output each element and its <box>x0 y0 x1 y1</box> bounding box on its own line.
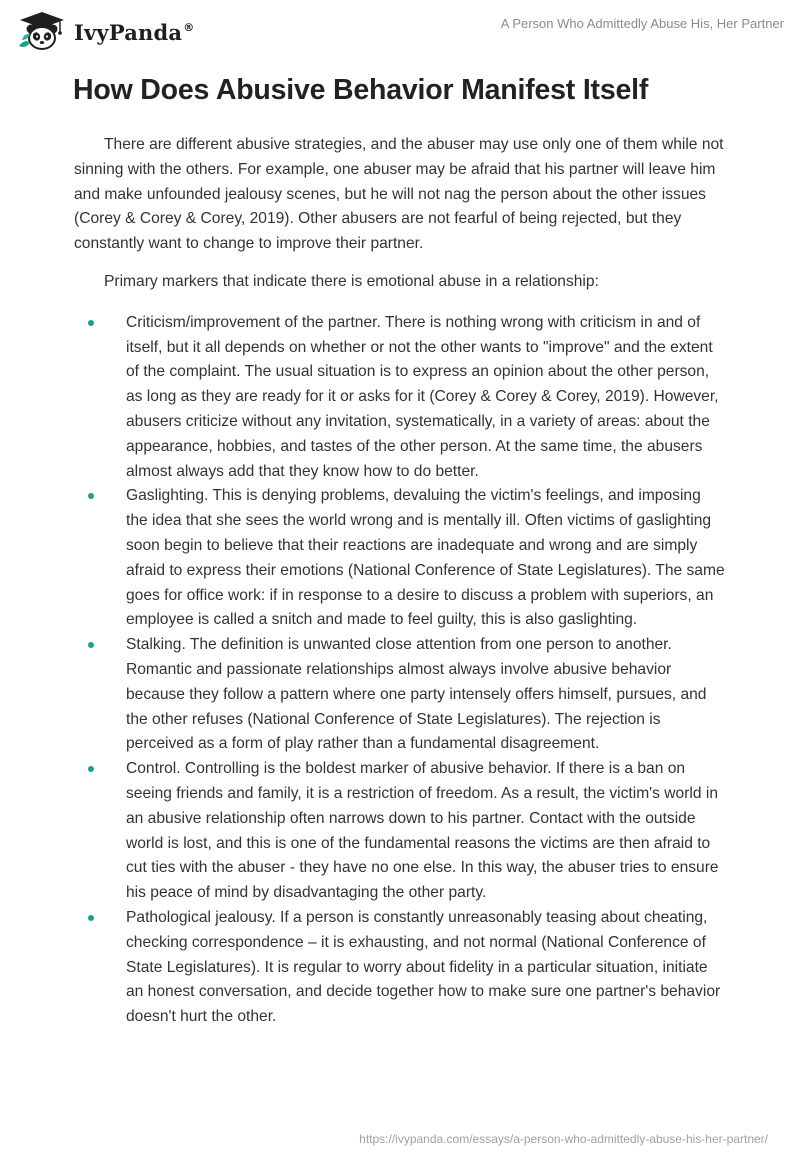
bullet-dot-icon <box>88 642 94 648</box>
registered-mark: ® <box>183 20 195 34</box>
logo-wordmark: IvyPanda® <box>74 19 195 45</box>
essay-body <box>74 133 726 1030</box>
bullet-dot-icon <box>88 320 94 326</box>
list-item-text: Criticism/improvement of the partner. There is nothing wrong with criticism in and of itself, but it all depends on whether or not the other wants to "improve" and the extent of the complaint. The usual situation is to express an opinion about the other person, as long as they are ready for it or asks for it (Corey & Corey & Corey, 2019). However, abusers criticize without any invitation, systematically, in a variety of areas: about the appearance, hobbies, and tastes of the other person. At the same time, the abusers almost always add that they know how to do better. <box>126 313 719 480</box>
ivypanda-logo[interactable] <box>16 10 194 50</box>
page-header <box>16 10 784 50</box>
list-item <box>74 906 726 1030</box>
list-item-text: Pathological jealousy. If a person is constantly unreasonably teasing about cheating, checking correspondence – it is exhausting, and not normal (National Conference of State Legislatures). It is regular to worry about fidelity in a particular situation, initiate an honest conversation, and decide together how to make sure one partner's behavior doesn't hurt the other. <box>126 908 721 1026</box>
paragraph: There are different abusive strategies, and the abuser may use only one of them while not sinning with the others. For example, one abuser may be afraid that his partner will leave him and make unfounded jealousy scenes, but he will not nag the person about the other issues (Corey & Corey & Corey, 2019). Other abusers are not fearful of being rejected, but they constantly want to change to improve their partner. <box>74 136 724 253</box>
panda-graduation-cap-icon <box>16 10 68 50</box>
bullet-dot-icon <box>88 493 94 499</box>
list-item-text: Stalking. The definition is unwanted close attention from one person to another. Romantic and passionate relationships almost always involve abusive behavior because they follow a pattern where one party intensely offers himself, pursues, and the other refuses (National Conference of State Legislatures). The rejection is perceived as a form of play rather than a fundamental disagreement. <box>126 636 707 753</box>
page-title: How Does Abusive Behavior Manifest Itself <box>73 74 649 106</box>
list-item <box>74 757 726 906</box>
bullet-dot-icon <box>88 766 94 772</box>
paragraph-intro: Primary markers that indicate there is emotional abuse in a relationship: <box>104 272 599 290</box>
bullet-dot-icon <box>88 915 94 921</box>
list-item-text: Gaslighting. This is denying problems, devaluing the victim's feelings, and imposing the idea that she sees the world wrong and is mentally ill. Often victims of gaslighting soon begin to believe that their reactions are inadequate and wrong and are simply afraid to express their emotions (National Conference of State Legislatures). The same goes for office work: if in response to a desire to discuss a problem with superiors, an employee is called a snitch and made to feel guilty, this is also gaslighting. <box>126 487 725 629</box>
list-item <box>74 311 726 485</box>
list-item-text: Control. Controlling is the boldest marker of abusive behavior. If there is a ban on seeing friends and family, it is a restriction of freedom. As a result, the victim's world in an abusive relationship often narrows down to his partner. Contact with the outside world is lost, and this is one of the fundamental reasons the victims are then afraid to cut ties with the abuser - they have no one else. In this way, the abuser tries to ensure his peace of mind by disadvantaging the other party. <box>126 760 719 902</box>
source-url[interactable]: https://ivypanda.com/essays/a-person-who-admittedly-abuse-his-her-partner/ <box>359 1132 768 1146</box>
list-item <box>74 484 726 633</box>
running-title: A Person Who Admittedly Abuse His, Her Partner <box>500 16 784 31</box>
list-item <box>74 633 726 757</box>
markers-list <box>74 311 726 1030</box>
